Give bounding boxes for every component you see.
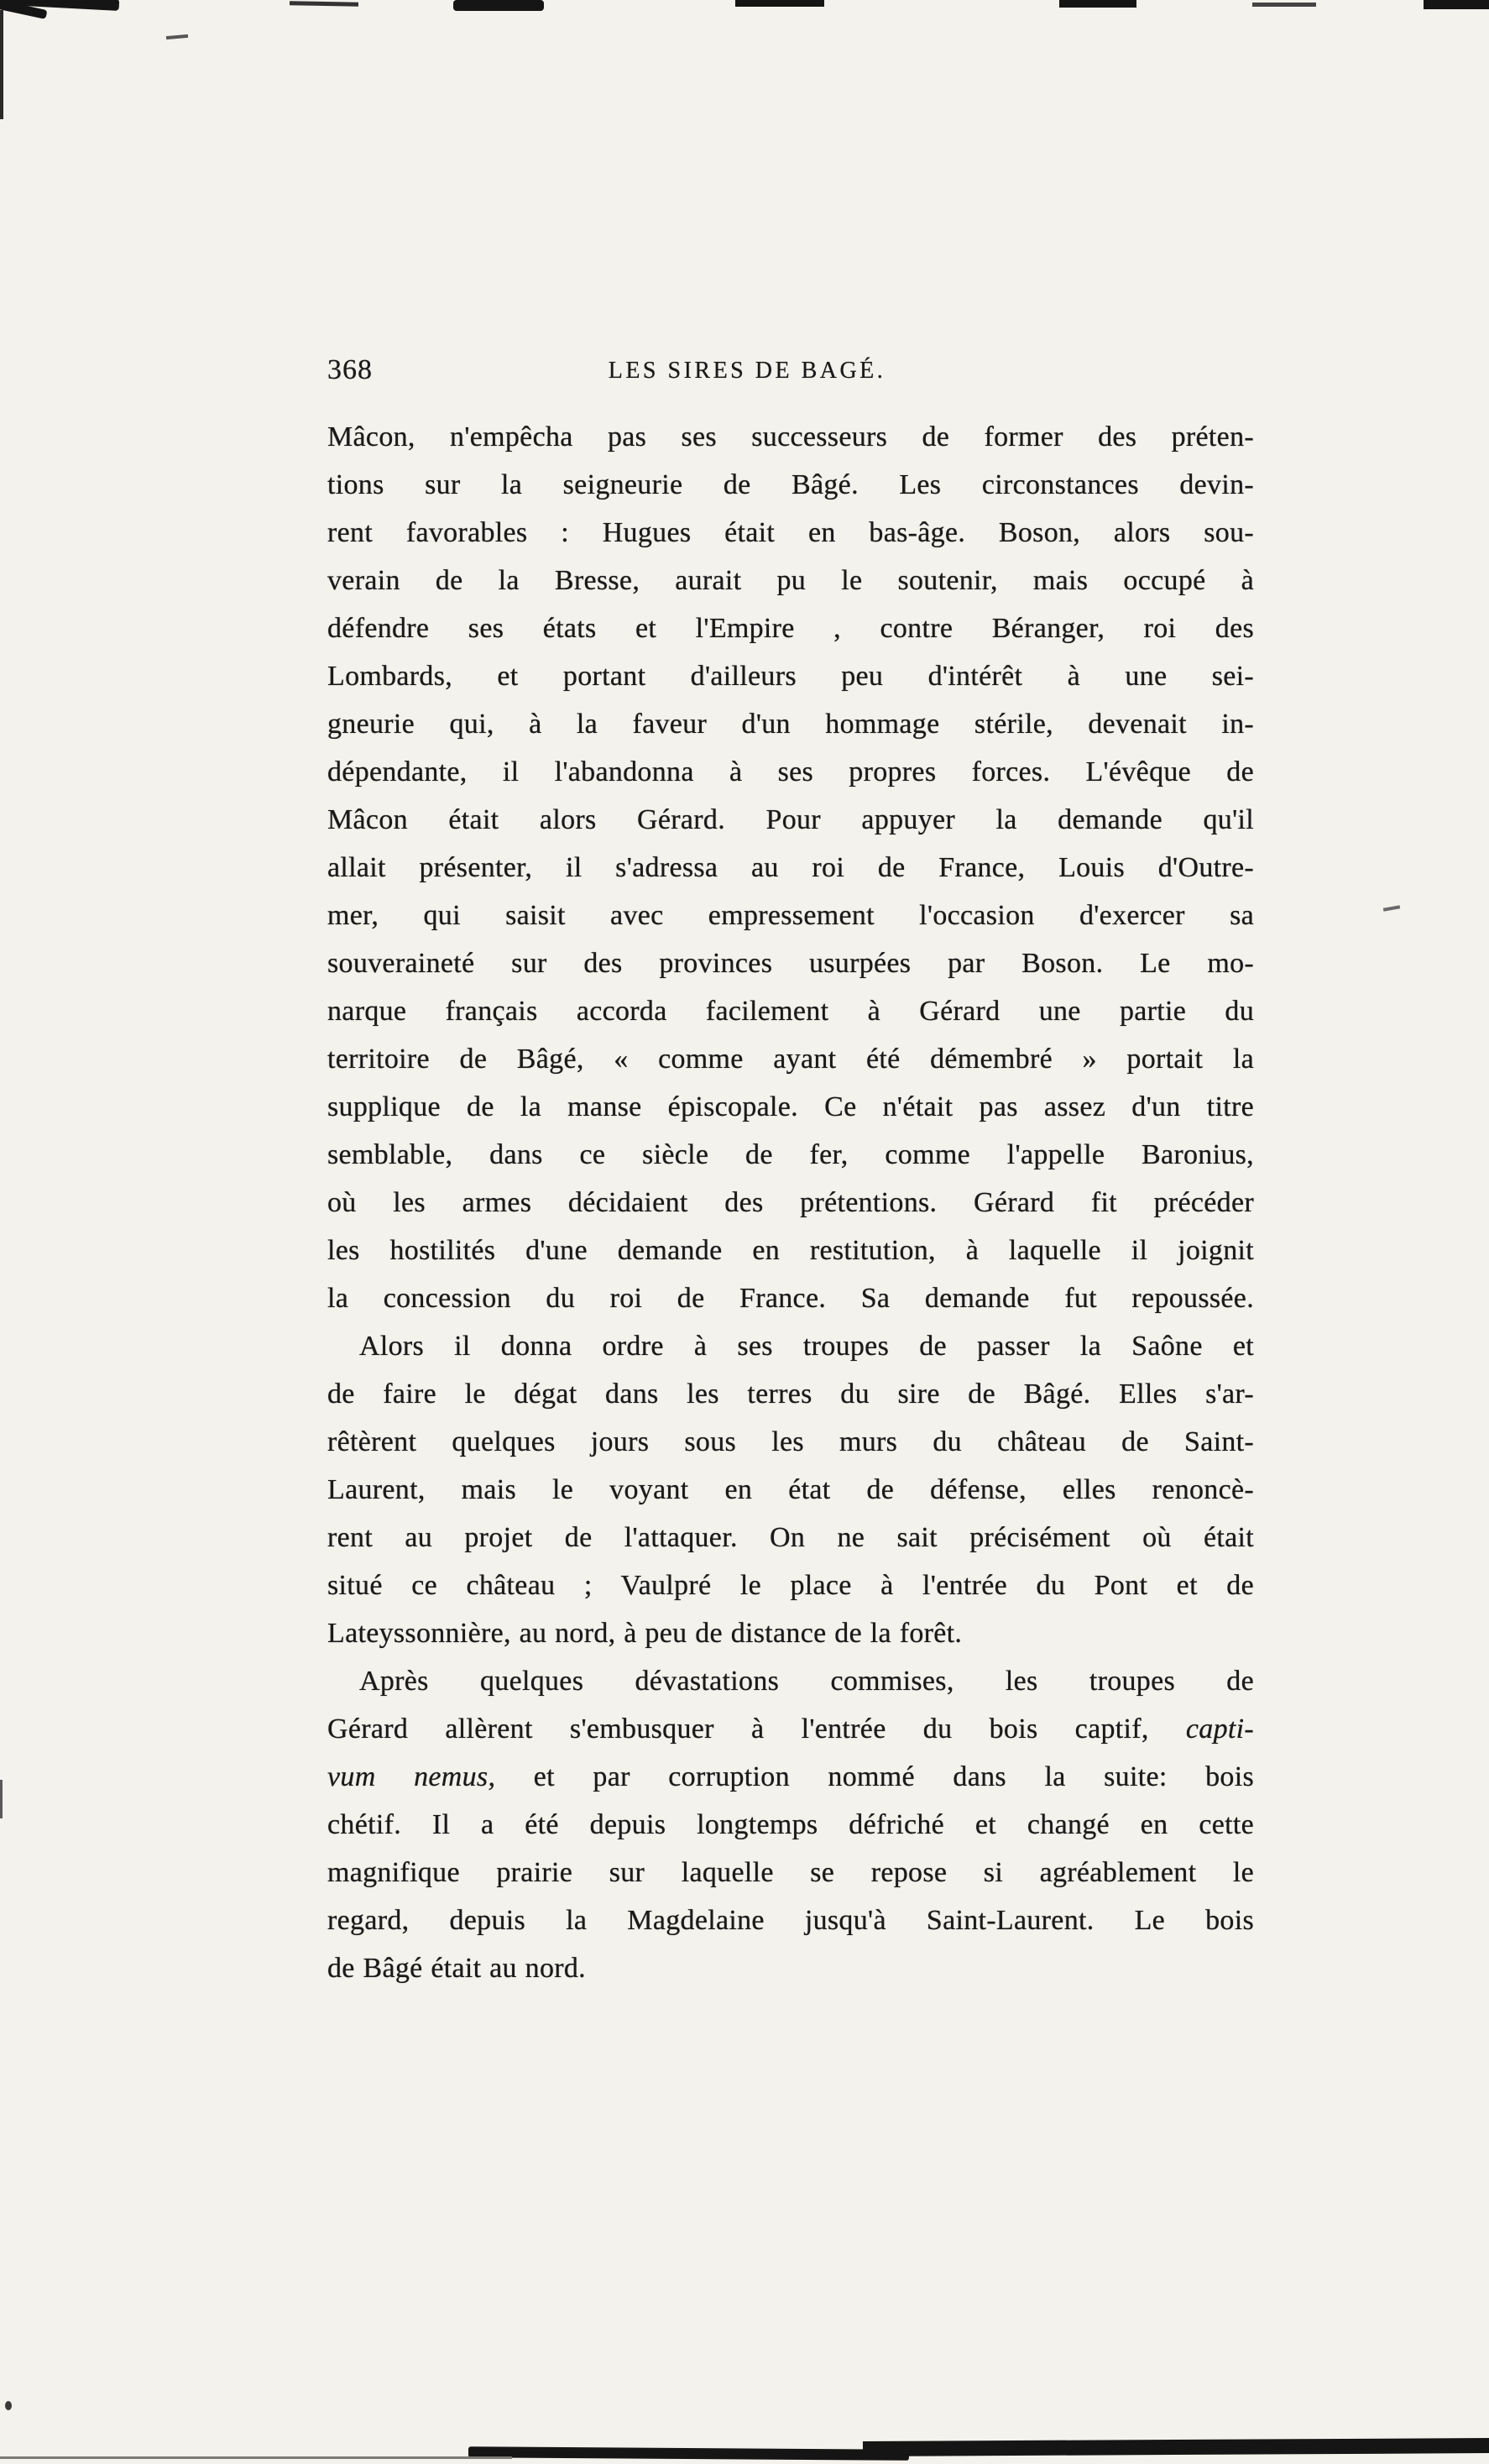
text-segment: Lateyssonnière, au nord, à peu de distance de la forêt. [327, 1618, 963, 1649]
text-segment: situé ce château ; Vaulpré le place à l'entrée du Pont et de [327, 1570, 1254, 1601]
text-segment: semblable, dans ce siècle de fer, comme l'appelle Baronius, [327, 1139, 1254, 1170]
text-line [327, 413, 1254, 461]
text-line [327, 1418, 1254, 1466]
text-line [327, 1849, 1254, 1896]
scan-artifact-top-1 [290, 1, 358, 6]
text-line [327, 1514, 1254, 1562]
scan-artifact-top-3 [735, 0, 824, 7]
text-segment: chétif. Il a été depuis longtemps défriché et changé en cette [327, 1809, 1254, 1840]
text-line [327, 748, 1254, 796]
text-line [327, 1322, 1254, 1370]
text-segment: Mâcon, n'empêcha pas ses successeurs de former des préten- [327, 421, 1254, 453]
text-line [327, 1035, 1254, 1083]
scan-artifact-speck [5, 2401, 12, 2410]
text-line [327, 1609, 1254, 1657]
text-segment: territoire de Bâgé, « comme ayant été démembré » portait la [327, 1044, 1254, 1075]
text-line [327, 844, 1254, 892]
text-segment: rent favorables : Hugues était en bas-âge. Boson, alors sou- [327, 517, 1254, 548]
text-segment: où les armes décidaient des prétentions. Gérard fit précéder [327, 1187, 1254, 1218]
text-segment: narque français accorda facilement à Gérard une partie du [327, 996, 1254, 1027]
text-line [327, 652, 1254, 700]
text-segment: souveraineté sur des provinces usurpées par Boson. Le mo- [327, 948, 1254, 979]
text-line [327, 796, 1254, 844]
text-segment: Mâcon était alors Gérard. Pour appuyer la demande qu'il [327, 804, 1254, 835]
text-line [327, 700, 1254, 748]
paragraph [327, 1657, 1254, 1992]
running-title: LES SIRES DE BAGÉ. [608, 358, 886, 384]
scan-artifact-bottom-3 [0, 2456, 512, 2459]
text-segment: dépendante, il l'abandonna à ses propres forces. L'évêque de [327, 756, 1254, 787]
scan-artifact-dash [166, 34, 188, 39]
text-segment: Laurent, mais le voyant en état de défense, elles renoncè- [327, 1474, 1254, 1505]
text-segment: les hostilités d'une demande en restitution, à laquelle il joignit [327, 1235, 1254, 1266]
scan-artifact-bottom-2 [863, 2438, 1489, 2456]
text-line [327, 1466, 1254, 1514]
text-segment: Après quelques dévastations commises, les troupes de [359, 1666, 1254, 1697]
paragraph [327, 413, 1254, 1322]
italic-text-segment: vum nemus, [327, 1761, 496, 1792]
text-line [327, 557, 1254, 604]
scan-artifact-top-2 [453, 0, 544, 11]
scan-artifact-top-6 [1424, 0, 1489, 9]
scan-artifact-top-4 [1059, 0, 1136, 8]
text-line [327, 1274, 1254, 1322]
text-segment: la concession du roi de France. Sa demande fut repoussée. [327, 1283, 1254, 1314]
scan-artifact-right-dash [1383, 905, 1400, 911]
scan-artifact-bottom-1 [468, 2446, 909, 2461]
text-segment: de Bâgé était au nord. [327, 1953, 586, 1984]
text-line [327, 939, 1254, 987]
text-segment: supplique de la manse épiscopale. Ce n'était pas assez d'un titre [327, 1091, 1254, 1122]
page-header [327, 353, 1254, 390]
scan-artifact-top-5 [1252, 3, 1316, 7]
paragraph [327, 1322, 1254, 1657]
text-segment: verain de la Bresse, aurait pu le soutenir, mais occupé à [327, 565, 1254, 596]
text-line [327, 1944, 1254, 1992]
text-line [327, 1562, 1254, 1609]
text-segment: regard, depuis la Magdelaine jusqu'à Saint-Laurent. Le bois [327, 1905, 1254, 1936]
scan-artifact-left-edge [0, 10, 3, 119]
page-number: 368 [327, 354, 373, 385]
text-line [327, 1753, 1254, 1801]
text-line [327, 892, 1254, 939]
text-segment: Lombards, et portant d'ailleurs peu d'intérêt à une sei- [327, 661, 1254, 692]
italic-text-segment: capti- [1185, 1713, 1254, 1745]
text-segment: rent au projet de l'attaquer. On ne sait précisément où était [327, 1522, 1254, 1553]
text-line [327, 1657, 1254, 1705]
text-segment: mer, qui saisit avec empressement l'occasion d'exercer sa [327, 900, 1254, 931]
text-line [327, 1801, 1254, 1849]
text-segment: magnifique prairie sur laquelle se repose si agréablement le [327, 1857, 1254, 1888]
text-line [327, 1370, 1254, 1418]
text-segment: de faire le dégat dans les terres du sire de Bâgé. Elles s'ar- [327, 1378, 1254, 1410]
text-segment: tions sur la seigneurie de Bâgé. Les circonstances devin- [327, 469, 1254, 500]
scan-artifact-left-mark [0, 1780, 3, 1818]
text-line [327, 987, 1254, 1035]
text-line [327, 1179, 1254, 1227]
text-line [327, 509, 1254, 557]
text-segment: rêtèrent quelques jours sous les murs du château de Saint- [327, 1426, 1254, 1457]
text-line [327, 1227, 1254, 1274]
text-line [327, 1705, 1254, 1753]
text-line [327, 461, 1254, 509]
paragraphs [327, 413, 1254, 1992]
text-line [327, 604, 1254, 652]
text-segment: gneurie qui, à la faveur d'un hommage stérile, devenait in- [327, 709, 1254, 740]
text-segment: allait présenter, il s'adressa au roi de France, Louis d'Outre- [327, 852, 1254, 883]
text-segment: Gérard allèrent s'embusquer à l'entrée du bois captif, [327, 1713, 1186, 1745]
text-segment: et par corruption nommé dans la suite: bois [495, 1761, 1254, 1792]
text-line [327, 1083, 1254, 1131]
text-segment: Alors il donna ordre à ses troupes de passer la Saône et [359, 1331, 1254, 1362]
text-line [327, 1896, 1254, 1944]
text-segment: défendre ses états et l'Empire , contre Béranger, roi des [327, 613, 1254, 644]
text-line [327, 1131, 1254, 1179]
